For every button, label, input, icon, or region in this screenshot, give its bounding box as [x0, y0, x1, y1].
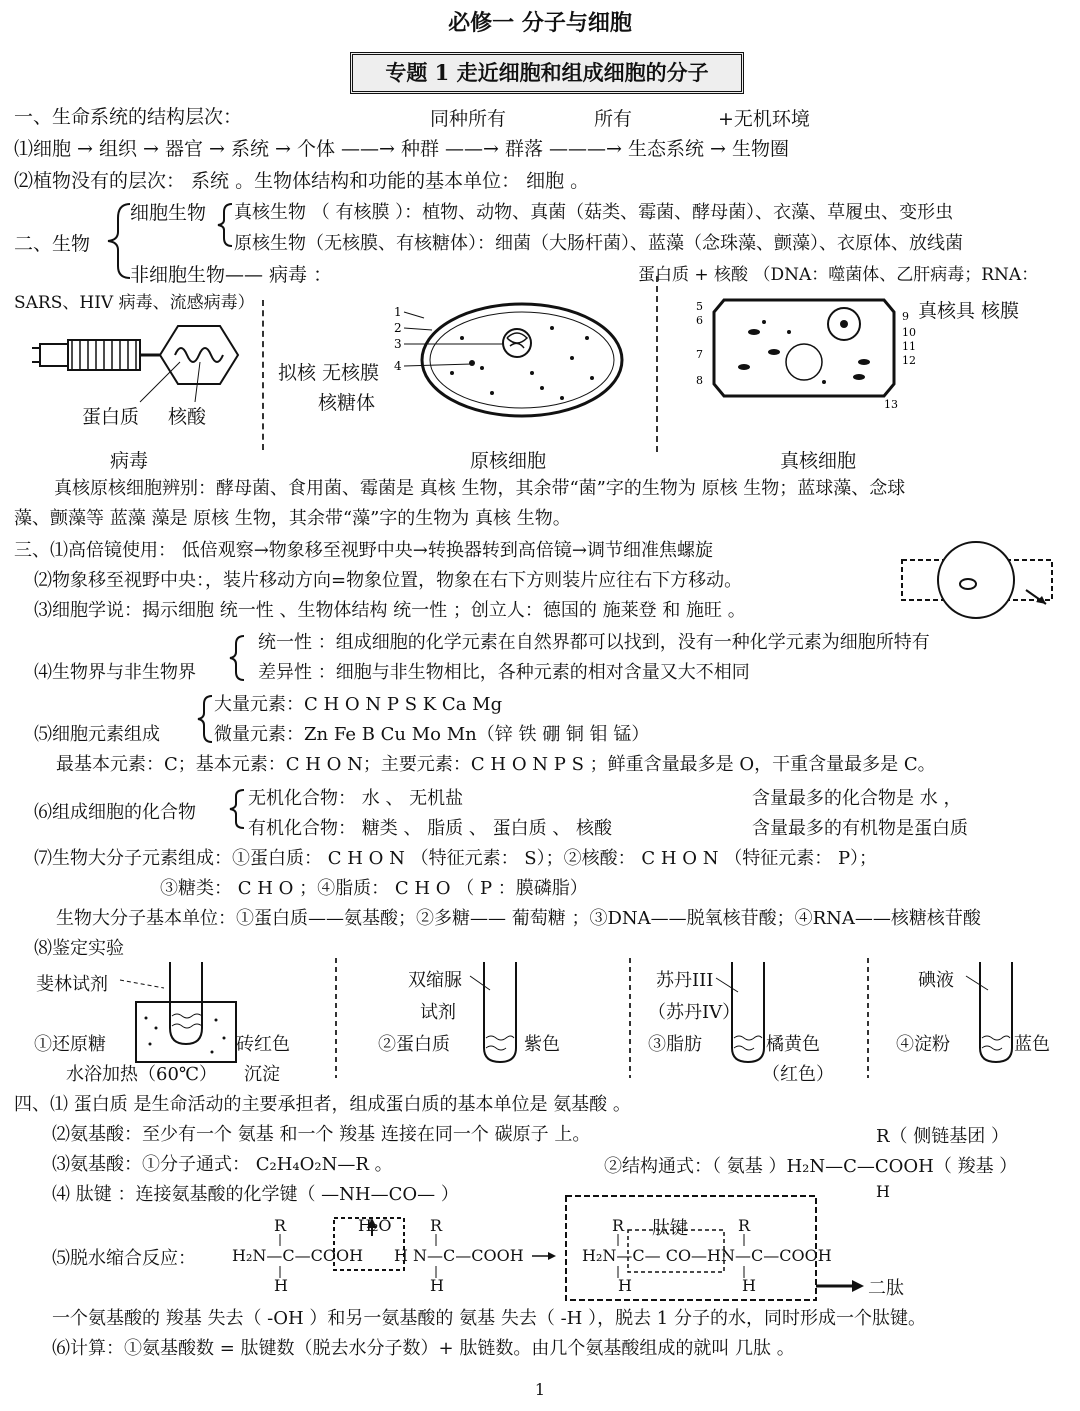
euk-num-11: 11	[902, 340, 916, 353]
structural-formula: ②结构通式：（ 氨基 ）H₂N—C—COOH（ 羧基 ）	[604, 1156, 1018, 1177]
levels-line: ⑴细胞 → 组织 → 器官 → 系统 → 个体 ——→ 种群 ——→ 群落 ———→ 生态系统 → 生物圈	[14, 138, 789, 160]
trace-elements: 微量元素：Zn Fe B Cu Mo Mn（锌 铁 硼 铜 钼 锰）	[214, 724, 650, 745]
euk-num-9: 9	[902, 310, 909, 323]
r-group-4: R	[738, 1216, 751, 1235]
organic-compounds: 有机化合物： 糖类 、 脂质 、 蛋白质 、 核酸	[248, 818, 613, 839]
peptide-bond-label: 肽键	[652, 1218, 688, 1239]
above-population: 同种所有	[430, 108, 507, 130]
unity-line: 统一性 ：组成细胞的化学元素在自然界都可以找到，没有一种化学元素为细胞所特有	[258, 632, 930, 653]
microscope-field-diagram	[898, 540, 1058, 620]
basic-elements: 最基本元素：C；基本元素：C H O N；主要元素：C H O N P S ；鲜重含量最多是 O，干重含量最多是 C。	[56, 754, 936, 775]
prok-num-2: 2	[394, 321, 402, 335]
identification-heading: ⑻鉴定实验	[34, 938, 124, 959]
prokaryote-line: 原核生物（无核膜、有核糖体）：细菌（大肠杆菌）、蓝藻（念珠藻、颤藻）、衣原体、放线菌	[234, 233, 963, 254]
difference-line: 差异性 ：细胞与非生物相比，各种元素的相对含量又大不相同	[258, 662, 750, 683]
eukaryote-caption: 真核细胞	[780, 450, 857, 472]
virus-protein-label: 蛋白质	[82, 406, 140, 428]
macro-elements: 大量元素：C H O N P S K Ca Mg	[214, 694, 503, 715]
macromolecule-units: 生物大分子基本单位：①蛋白质——氨基酸；②多糖—— 葡萄糖 ；③DNA——脱氧核苷酸；④RNA——核糖核苷酸	[56, 908, 981, 929]
test1-reagent: 斐林试剂	[36, 974, 108, 995]
prokaryote-diagram	[392, 298, 632, 428]
dipeptide-formula: H₂N—C— CO—HN—C—COOH	[582, 1246, 832, 1265]
sec1-heading: 一、生命系统的结构层次：	[14, 106, 243, 128]
euk-num-10: 10	[902, 326, 916, 339]
r-group-3: R	[612, 1216, 625, 1235]
prok-num-4: 4	[394, 359, 402, 373]
eukaryote-diagram	[694, 292, 924, 412]
h-atom-3: H	[618, 1276, 632, 1295]
living-nonliving-label: ⑷生物界与非生物界	[34, 662, 196, 683]
cell-brace	[212, 200, 236, 250]
test2-color: 紫色	[524, 1034, 560, 1055]
noncell-line: 非细胞生物—— 病毒 ：	[130, 264, 333, 286]
dipeptide-label: 二肽	[868, 1278, 904, 1299]
organisms-label: 二、生物	[14, 233, 91, 255]
h-atom-2: H	[430, 1276, 444, 1295]
ribosome-label: 核糖体	[318, 392, 376, 414]
test1-condition: 水浴加热（60℃）	[66, 1064, 218, 1085]
test4-reagent: 碘液	[918, 970, 954, 991]
eukaryote-line: 真核生物 （ 有核膜 ）：植物、动物、真菌（菇类、霉菌、酵母菌）、衣藻、草履虫、变形虫	[234, 202, 954, 223]
test1-substance: ①还原糖	[34, 1034, 106, 1055]
amino-acid-1: H₂N—C—COOH	[232, 1246, 364, 1265]
dehydration-label: ⑸脱水缩合反应：	[52, 1248, 196, 1269]
virus-examples: SARS、HIV 病毒、流感病毒）	[14, 293, 255, 313]
sec4-line1: 四、⑴ 蛋白质 是生命活动的主要承担者，组成蛋白质的基本单位是 氨基酸 。	[14, 1094, 631, 1115]
test3-color-alt: （红色）	[762, 1064, 834, 1085]
test3-reagent: 苏丹III	[656, 970, 714, 991]
euk-num-8: 8	[696, 374, 703, 387]
inorganic-compounds: 无机化合物： 水 、 无机盐	[248, 788, 464, 809]
euk-num-5: 5	[696, 300, 703, 313]
virus-caption: 病毒	[110, 450, 149, 472]
virus-composition: 蛋白质 + 核酸 （DNA：噬菌体、乙肝病毒；RNA：	[638, 265, 1039, 285]
divider	[262, 300, 264, 450]
test1-color: 砖红色	[236, 1034, 290, 1055]
prok-num-3: 3	[394, 337, 402, 351]
brace-4	[224, 632, 248, 684]
above-ecosystem: +无机环境	[718, 108, 810, 130]
r-group-2: R	[430, 1216, 443, 1235]
divider	[656, 276, 658, 452]
distinguish-line2: 藻、颤藻等 蓝藻 藻是 原核 生物，其余带“藻”字的生物为 真核 生物。	[14, 508, 571, 529]
sec4-line3: ⑶氨基酸：①分子通式： C₂H₄O₂N—R 。	[52, 1154, 393, 1175]
test4-substance: ④淀粉	[896, 1034, 950, 1055]
sec4-line6: ⑹计算：①氨基酸数 = 肽键数（脱去水分子数）+ 肽链数。由几个氨基酸组成的就叫 几肽 。	[52, 1338, 795, 1359]
compounds-label: ⑹组成细胞的化合物	[34, 802, 196, 823]
euk-num-6: 6	[696, 314, 703, 327]
sec4-line4: ⑷ 肽键 ：连接氨基酸的化学键（ —NH—CO— ）	[52, 1184, 459, 1205]
eukaryote-nuclear-label: 真核具 核膜	[918, 300, 1020, 322]
test2-reagent: 双缩脲	[408, 970, 462, 991]
page-title: 必修一 分子与细胞	[448, 10, 632, 36]
structural-h: H	[876, 1182, 890, 1201]
most-compound: 含量最多的化合物是 水 ，	[752, 788, 962, 809]
brace-5	[194, 692, 216, 746]
above-community: 所有	[594, 108, 633, 130]
test3-substance: ③脂肪	[648, 1034, 702, 1055]
most-organic: 含量最多的有机物是蛋白质	[752, 818, 968, 839]
h-atom-4: H	[742, 1276, 756, 1295]
page-number: 1	[534, 1380, 546, 1399]
sec3-line3: ⑶细胞学说：揭示细胞 统一性 、生物体结构 统一性 ；创立人：德国的 施莱登 和 施旺 。	[34, 600, 746, 621]
euk-num-12: 12	[902, 354, 916, 367]
sec3-line2: ⑵物象移至视野中央：，装片移动方向=物象位置，物象在右下方则装片应往右下方移动。	[34, 570, 743, 591]
cell-elements-label: ⑸细胞元素组成	[34, 724, 160, 745]
nucleoid-label: 拟核 无核膜	[278, 362, 380, 384]
side-chain-label: R（ 侧链基团 ）	[876, 1126, 1009, 1147]
cell-organism-label: 细胞生物	[130, 202, 207, 224]
water-label: H₂O	[358, 1216, 392, 1235]
test2-reagent-2: 试剂	[420, 1002, 456, 1023]
macromolecule-elements: ⑺生物大分子元素组成：①蛋白质： C H O N （特征元素： S）；②核酸： C H O N （特征元素： P）；	[34, 848, 878, 869]
prokaryote-caption: 原核细胞	[470, 450, 547, 472]
virus-diagram	[30, 318, 250, 408]
test3-reagent-2: （苏丹IV）	[648, 1002, 741, 1023]
sec4-line2: ⑵氨基酸：至少有一个 氨基 和一个 羧基 连接在同一个 碳原子 上。	[52, 1124, 591, 1145]
h-atom-1: H	[274, 1276, 288, 1295]
brace-6	[226, 786, 248, 832]
topic-box: 专题 1 走近细胞和组成细胞的分子	[350, 52, 744, 94]
virus-nucleic-label: 核酸	[168, 406, 207, 428]
amino-acid-2: H N—C—COOH	[394, 1246, 524, 1265]
distinguish-line1: 真核原核细胞辨别：酵母菌、食用菌、霉菌是 真核 生物，其余带“菌”字的生物为 原核 生物；蓝球藻、念球	[54, 478, 906, 499]
test2-substance: ②蛋白质	[378, 1034, 450, 1055]
sec4-line5b: 一个氨基酸的 羧基 失去（ -OH ）和另一氨基酸的 氨基 失去（ -H ），脱去 1 分子的水，同时形成一个肽键。	[52, 1308, 926, 1329]
sec1-line2: ⑵植物没有的层次： 系统 。生物体结构和功能的基本单位： 细胞 。	[14, 170, 590, 192]
prok-num-1: 1	[394, 305, 402, 319]
test3-color: 橘黄色	[766, 1034, 820, 1055]
sec3-line1: 三、⑴高倍镜使用： 低倍观察→物象移至视野中央→转换器转到高倍镜→调节细准焦螺旋	[14, 540, 713, 561]
r-group-1: R	[274, 1216, 287, 1235]
euk-num-13: 13	[884, 398, 898, 411]
test4-color: 蓝色	[1014, 1034, 1050, 1055]
test1-precipitate: 沉淀	[244, 1064, 280, 1085]
sugar-lipid-elements: ③糖类： C H O ；④脂质： C H O （ P ：膜磷脂）	[160, 878, 588, 899]
euk-num-7: 7	[696, 348, 703, 361]
